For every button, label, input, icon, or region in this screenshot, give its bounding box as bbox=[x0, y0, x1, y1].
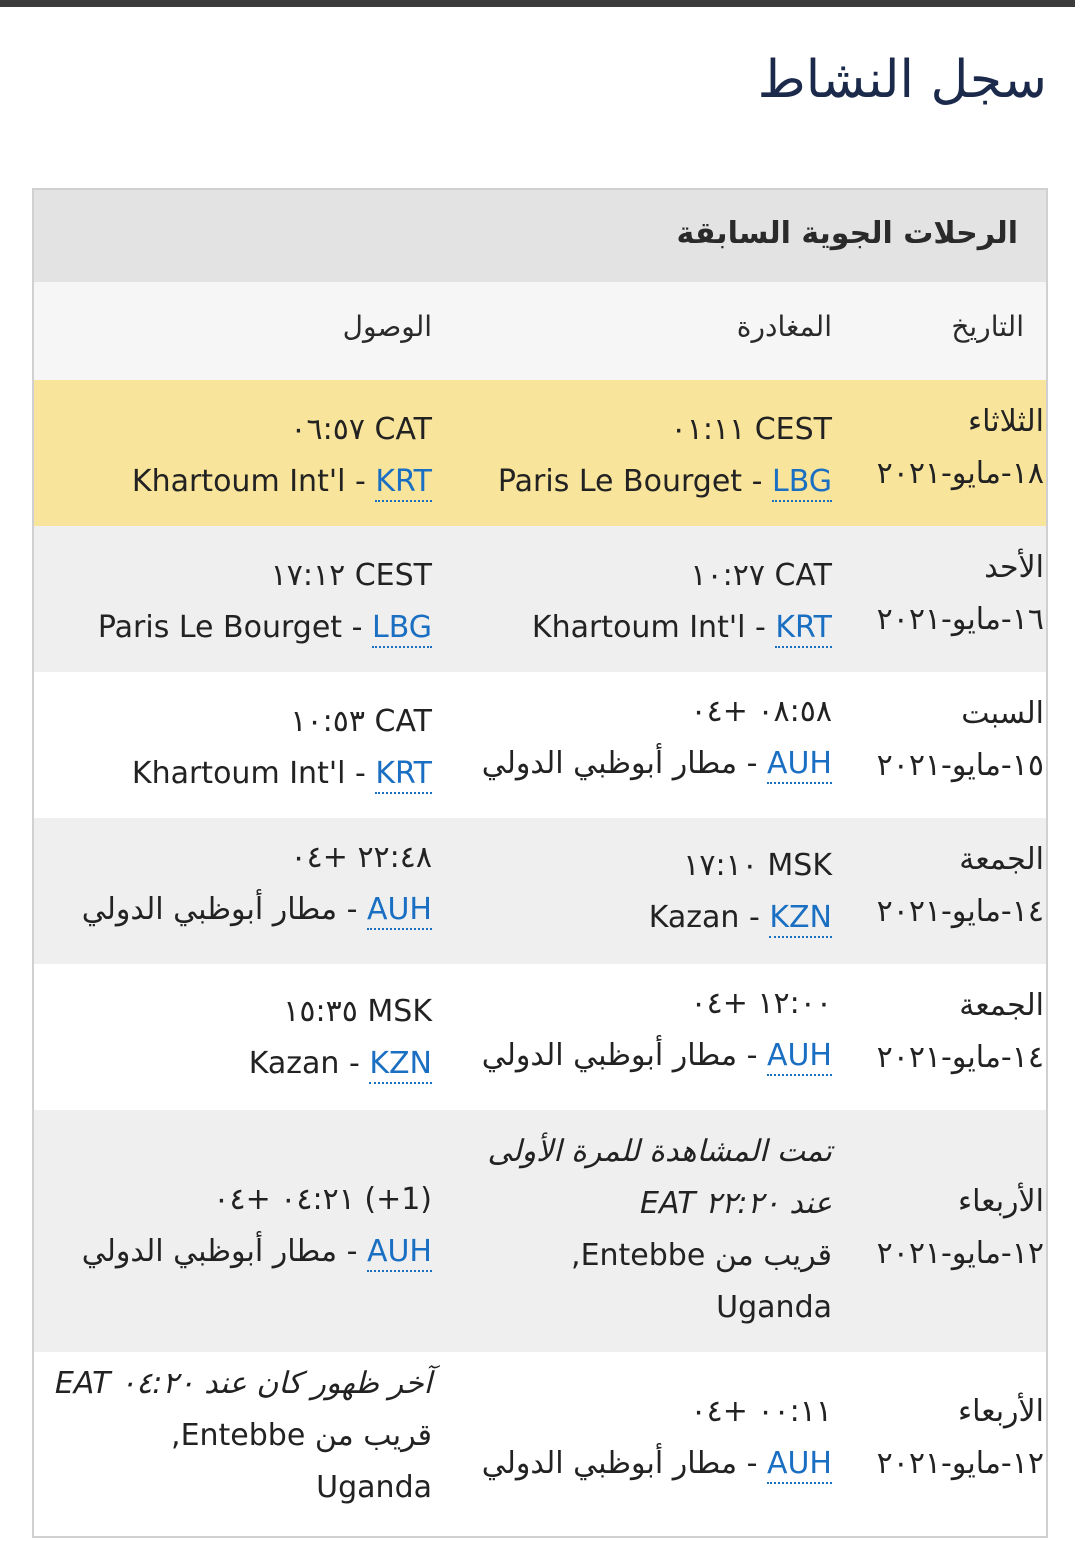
arrival-airport: مطار أبوظبي الدولي - AUH bbox=[72, 1226, 432, 1278]
arrival-time: ٠٤:٢١ +٠٤ (+1) bbox=[213, 1182, 432, 1217]
first-seen-note: تمت المشاهدة للمرة الأولى bbox=[487, 1134, 832, 1169]
departure-airport: Khartoum Int'l - KRT bbox=[412, 602, 832, 654]
airport-name: Khartoum Int'l bbox=[131, 464, 346, 499]
airport-name: Khartoum Int'l bbox=[131, 756, 346, 791]
date-cell bbox=[874, 1386, 1044, 1490]
top-status-bar bbox=[0, 0, 1075, 7]
date-cell bbox=[874, 834, 1044, 938]
arrival-cell bbox=[72, 986, 432, 1090]
departure-time: ٠١:١١ CEST bbox=[670, 412, 832, 447]
arrival-airport: Kazan - KZN bbox=[72, 1038, 432, 1090]
flight-date: ١٥-مايو-٢٠٢١ bbox=[876, 748, 1044, 783]
airport-code-link[interactable]: AUH bbox=[767, 1038, 832, 1076]
airport-name: Paris Le Bourget bbox=[497, 464, 743, 499]
arrival-time: ١٧:١٢ CEST bbox=[270, 558, 432, 593]
first-seen-country: Uganda bbox=[716, 1290, 832, 1325]
panel-title: الرحلات الجوية السابقة bbox=[676, 216, 1018, 251]
airport-code-link[interactable]: KZN bbox=[769, 900, 832, 938]
arrival-airport: Paris Le Bourget - LBG bbox=[72, 602, 432, 654]
airport-code-link[interactable]: AUH bbox=[367, 892, 432, 930]
flight-row[interactable] bbox=[34, 380, 1046, 526]
first-seen-time: عند ٢٢:٢٠ EAT bbox=[640, 1186, 832, 1221]
airport-code-link[interactable]: KRT bbox=[775, 610, 832, 648]
column-header-departure: المغادرة bbox=[736, 310, 832, 343]
arrival-time: ١٥:٣٥ MSK bbox=[283, 994, 432, 1029]
arrival-cell bbox=[72, 550, 432, 654]
departure-time: ١٠:٢٧ CAT bbox=[690, 558, 832, 593]
airport-code-link[interactable]: KRT bbox=[375, 464, 432, 502]
flight-day: الجمعة bbox=[959, 842, 1044, 877]
flight-day: الأربعاء bbox=[957, 1394, 1044, 1429]
departure-time: ٠٠:١١ +٠٤ bbox=[690, 1394, 832, 1429]
flight-date: ١٦-مايو-٢٠٢١ bbox=[876, 602, 1044, 637]
departure-airport: مطار أبوظبي الدولي - AUH bbox=[412, 738, 832, 790]
flight-row[interactable] bbox=[34, 818, 1046, 964]
departure-cell bbox=[412, 686, 832, 790]
flight-date: ١٤-مايو-٢٠٢١ bbox=[876, 894, 1044, 929]
departure-airport: مطار أبوظبي الدولي - AUH bbox=[412, 1030, 832, 1082]
last-seen-country: Uganda bbox=[316, 1470, 432, 1505]
first-seen-near: قريب من Entebbe, bbox=[571, 1238, 832, 1273]
flight-day: الأربعاء bbox=[957, 1184, 1044, 1219]
arrival-time: ١٠:٥٣ CAT bbox=[290, 704, 432, 739]
flight-day: الأحد bbox=[984, 550, 1044, 585]
arrival-time: ٢٢:٤٨ +٠٤ bbox=[290, 840, 432, 875]
column-headers bbox=[34, 282, 1046, 380]
arrival-cell bbox=[72, 404, 432, 508]
flight-row[interactable] bbox=[34, 672, 1046, 818]
flight-date: ١٨-مايو-٢٠٢١ bbox=[876, 456, 1044, 491]
date-cell bbox=[874, 1176, 1044, 1280]
airport-name: مطار أبوظبي الدولي bbox=[81, 1234, 338, 1269]
flight-day: الثلاثاء bbox=[967, 404, 1044, 439]
airport-name: مطار أبوظبي الدولي bbox=[481, 746, 738, 781]
date-cell bbox=[874, 980, 1044, 1084]
flight-row[interactable] bbox=[34, 1110, 1046, 1352]
airport-code-link[interactable]: AUH bbox=[767, 746, 832, 784]
departure-cell bbox=[412, 404, 832, 508]
airport-name: Kazan bbox=[648, 900, 740, 935]
column-header-arrival: الوصول bbox=[342, 310, 432, 343]
arrival-cell bbox=[72, 832, 432, 936]
airport-name: مطار أبوظبي الدولي bbox=[81, 892, 338, 927]
arrival-cell bbox=[54, 1358, 432, 1514]
arrival-cell bbox=[72, 696, 432, 800]
airport-code-link[interactable]: LBG bbox=[372, 610, 432, 648]
airport-code-link[interactable]: KZN bbox=[369, 1046, 432, 1084]
date-cell bbox=[874, 396, 1044, 500]
panel-header bbox=[34, 190, 1046, 282]
airport-code-link[interactable]: AUH bbox=[767, 1446, 832, 1484]
departure-cell bbox=[412, 550, 832, 654]
past-flights-panel bbox=[32, 188, 1048, 1538]
airport-code-link[interactable]: KRT bbox=[375, 756, 432, 794]
flight-day: السبت bbox=[961, 696, 1044, 731]
airport-name: Khartoum Int'l bbox=[531, 610, 746, 645]
airport-name: Paris Le Bourget bbox=[97, 610, 343, 645]
column-header-date: التاريخ bbox=[951, 310, 1024, 343]
flight-day: الجمعة bbox=[959, 988, 1044, 1023]
flight-date: ١٢-مايو-٢٠٢١ bbox=[876, 1236, 1044, 1271]
airport-code-link[interactable]: LBG bbox=[772, 464, 832, 502]
airport-code-link[interactable]: AUH bbox=[367, 1234, 432, 1272]
arrival-airport: Khartoum Int'l - KRT bbox=[72, 456, 432, 508]
flight-row[interactable] bbox=[34, 964, 1046, 1110]
departure-time: ٠٨:٥٨ +٠٤ bbox=[690, 694, 832, 729]
last-seen-near: قريب من Entebbe, bbox=[171, 1418, 432, 1453]
flight-row[interactable] bbox=[34, 526, 1046, 672]
departure-airport: Kazan - KZN bbox=[412, 892, 832, 944]
departure-cell bbox=[412, 840, 832, 944]
departure-time: ١٢:٠٠ +٠٤ bbox=[690, 986, 832, 1021]
departure-time: ١٧:١٠ MSK bbox=[683, 848, 832, 883]
page-title: سجل النشاط bbox=[757, 50, 1047, 110]
flight-date: ١٢-مايو-٢٠٢١ bbox=[876, 1446, 1044, 1481]
departure-cell bbox=[412, 1386, 832, 1490]
flight-date: ١٤-مايو-٢٠٢١ bbox=[876, 1040, 1044, 1075]
departure-airport: Paris Le Bourget - LBG bbox=[412, 456, 832, 508]
airport-name: مطار أبوظبي الدولي bbox=[481, 1038, 738, 1073]
flight-row[interactable] bbox=[34, 1352, 1046, 1536]
date-cell bbox=[874, 542, 1044, 646]
arrival-airport: مطار أبوظبي الدولي - AUH bbox=[72, 884, 432, 936]
airport-name: مطار أبوظبي الدولي bbox=[481, 1446, 738, 1481]
airport-name: Kazan bbox=[248, 1046, 340, 1081]
last-seen-time: آخر ظهور كان عند ٠٤:٢٠ EAT bbox=[54, 1366, 432, 1401]
arrival-airport: Khartoum Int'l - KRT bbox=[72, 748, 432, 800]
date-cell bbox=[874, 688, 1044, 792]
arrival-cell bbox=[72, 1174, 432, 1278]
departure-airport: مطار أبوظبي الدولي - AUH bbox=[412, 1438, 832, 1490]
arrival-time: ٠٦:٥٧ CAT bbox=[290, 412, 432, 447]
departure-cell bbox=[412, 1126, 832, 1334]
departure-cell bbox=[412, 978, 832, 1082]
